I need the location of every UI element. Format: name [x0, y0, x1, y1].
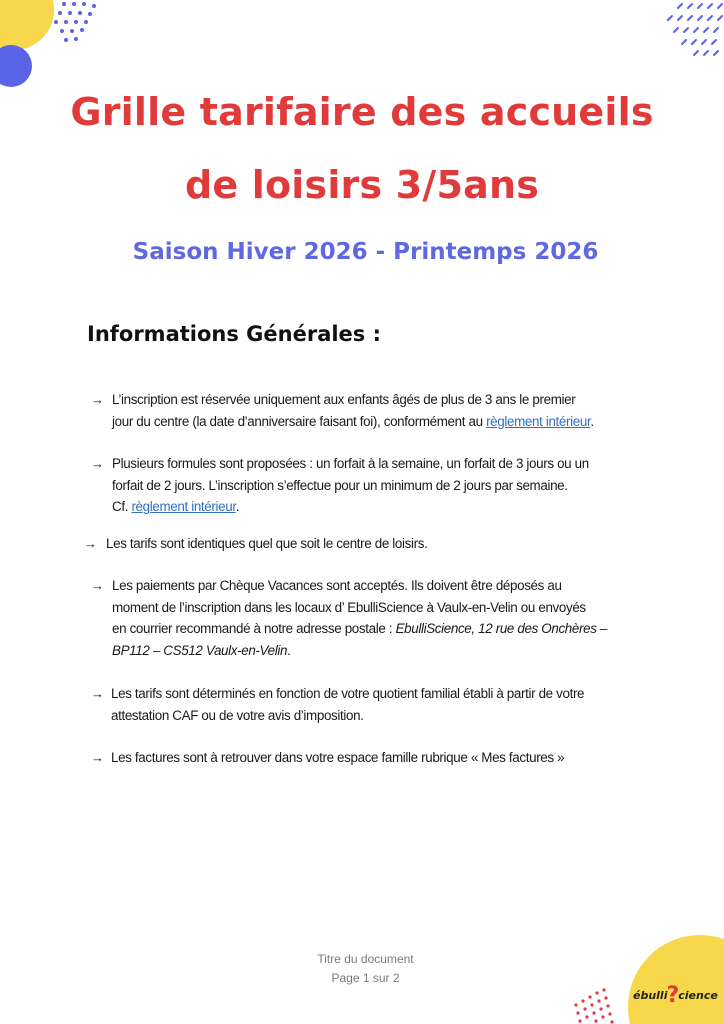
arrow-icon: → — [84, 536, 97, 551]
page-title-line-1: Grille tarifaire des accueils — [70, 90, 654, 134]
postal-address: EbulliScience, 12 rue des Onchères – — [395, 621, 608, 636]
info-item-holiday-vouchers — [91, 575, 631, 661]
info-item-formulas — [91, 453, 631, 518]
info-text-part: . — [287, 642, 291, 658]
arrow-icon: → — [91, 456, 104, 471]
arrow-icon: → — [91, 392, 104, 407]
section-heading-general-info: Informations Générales : — [87, 322, 382, 346]
info-text-part: jour du centre (la date d’anniversaire faisant foi), conformément au — [112, 413, 487, 429]
footer-page-number: Page 1 sur 2 — [331, 971, 400, 985]
info-item-identical-rates — [84, 533, 644, 555]
arrow-icon: → — [91, 686, 104, 701]
info-text — [91, 618, 631, 640]
info-item-invoices — [91, 747, 651, 769]
info-text: Les tarifs sont déterminés en fonction de votre quotient familial établi à partir de votre — [111, 686, 585, 701]
internal-rules-link[interactable]: règlement intérieur — [486, 413, 591, 429]
info-text — [91, 496, 631, 518]
info-text: Les factures sont à retrouver dans votre espace famille rubrique « Mes factures » — [111, 750, 565, 765]
info-text: Les paiements par Chèque Vacances sont acceptés. Ils doivent être déposés au — [112, 578, 562, 593]
info-text: L’inscription est réservée uniquement aux enfants âgés de plus de 3 ans le premier — [112, 392, 576, 407]
logo-text: ébulli — [633, 989, 668, 1002]
info-text: attestation CAF ou de votre avis d’imposition. — [111, 707, 364, 723]
arrow-icon: → — [91, 750, 104, 765]
season-subtitle: Saison Hiver 2026 - Printemps 2026 — [132, 239, 599, 265]
info-text — [91, 411, 631, 433]
ebulliscience-logo — [633, 980, 718, 1008]
info-text: forfait de 2 jours. L’inscription s’effectue pour un minimum de 2 jours par semaine. — [112, 477, 568, 493]
info-text: moment de l’inscription dans les locaux d’ EbulliScience à Vaulx-en-Velin ou envoyés — [112, 599, 586, 615]
info-item-family-quotient — [91, 683, 631, 726]
info-text-part: . — [235, 499, 240, 514]
top-right-decoration — [660, 0, 724, 60]
internal-rules-link[interactable]: règlement intérieur — [131, 499, 236, 514]
info-text: Plusieurs formules sont proposées : un forfait à la semaine, un forfait de 3 jours ou un — [112, 456, 589, 471]
info-text — [91, 640, 631, 662]
logo-mark: ? — [666, 983, 680, 1008]
footer-document-title: Titre du document — [317, 952, 414, 966]
info-text-part: en courrier recommandé à notre adresse postale : — [112, 621, 396, 636]
info-item-registration-age — [91, 389, 631, 432]
info-text: Les tarifs sont identiques quel que soit le centre de loisirs. — [106, 536, 428, 551]
info-text-part: Cf. — [112, 499, 132, 514]
page-title-line-2: de loisirs 3/5ans — [184, 163, 540, 207]
info-text-part: . — [590, 413, 594, 429]
postal-address: BP112 – CS512 Vaulx-en-Velin — [112, 642, 288, 658]
logo-text: cience — [678, 989, 718, 1002]
top-left-decoration — [0, 0, 110, 95]
arrow-icon: → — [91, 578, 104, 593]
